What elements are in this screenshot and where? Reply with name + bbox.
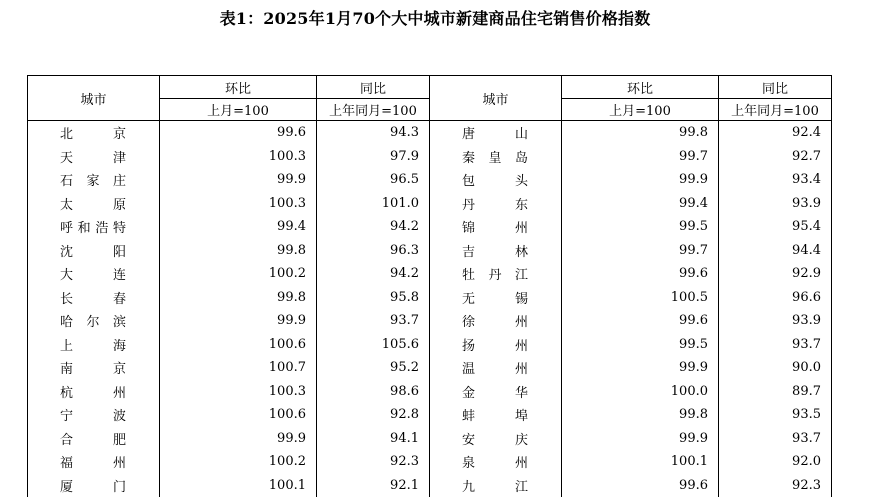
table-row xyxy=(28,286,832,310)
yoy-index-left: 96.5 xyxy=(317,168,430,192)
table-row xyxy=(28,380,832,404)
city-name-left xyxy=(28,474,160,497)
yoy-index-left: 94.2 xyxy=(317,215,430,239)
mom-index-right: 99.5 xyxy=(562,215,719,239)
column-header-city-right: 城市 xyxy=(430,76,562,121)
city-name-text: 安 庆 xyxy=(462,429,528,448)
city-name-text: 牡 丹 江 xyxy=(462,264,528,283)
city-name-right xyxy=(430,192,562,216)
yoy-index-right: 90.0 xyxy=(719,356,832,380)
table-row xyxy=(28,474,832,497)
mom-index-left: 100.1 xyxy=(160,474,317,497)
city-name-text: 石 家 庄 xyxy=(60,170,126,189)
city-name-text: 南 京 xyxy=(60,358,126,377)
mom-index-left: 99.4 xyxy=(160,215,317,239)
city-name-text: 长 春 xyxy=(60,288,126,307)
city-name-right xyxy=(430,474,562,497)
city-name-right xyxy=(430,450,562,474)
table-row xyxy=(28,239,832,263)
mom-index-right: 99.9 xyxy=(562,356,719,380)
price-index-table xyxy=(27,75,832,497)
city-name-right xyxy=(430,262,562,286)
city-name-right xyxy=(430,333,562,357)
mom-index-left: 100.6 xyxy=(160,333,317,357)
mom-index-right: 100.5 xyxy=(562,286,719,310)
table-row xyxy=(28,356,832,380)
yoy-index-right: 93.7 xyxy=(719,333,832,357)
yoy-index-left: 94.1 xyxy=(317,427,430,451)
city-name-right xyxy=(430,145,562,169)
city-name-left xyxy=(28,215,160,239)
yoy-index-left: 92.3 xyxy=(317,450,430,474)
column-subheader-yoy-base-left: 上年同月=100 xyxy=(317,99,430,121)
city-name-text: 无 锡 xyxy=(462,288,528,307)
city-name-left xyxy=(28,262,160,286)
city-name-text: 福 州 xyxy=(60,452,126,471)
city-name-text: 丹 东 xyxy=(462,194,528,213)
column-header-yoy-left: 同比 xyxy=(317,76,430,99)
mom-index-left: 99.9 xyxy=(160,168,317,192)
city-name-right xyxy=(430,403,562,427)
yoy-index-left: 97.9 xyxy=(317,145,430,169)
city-name-text: 大 连 xyxy=(60,264,126,283)
city-name-text: 锦 州 xyxy=(462,217,528,236)
city-name-text: 上 海 xyxy=(60,335,126,354)
yoy-index-left: 92.1 xyxy=(317,474,430,497)
yoy-index-right: 93.4 xyxy=(719,168,832,192)
yoy-index-right: 94.4 xyxy=(719,239,832,263)
city-name-right xyxy=(430,239,562,263)
mom-index-left: 100.3 xyxy=(160,145,317,169)
city-name-text: 金 华 xyxy=(462,382,528,401)
city-name-left xyxy=(28,286,160,310)
city-name-right xyxy=(430,380,562,404)
mom-index-left: 100.2 xyxy=(160,450,317,474)
column-header-yoy-right: 同比 xyxy=(719,76,832,99)
mom-index-left: 100.2 xyxy=(160,262,317,286)
city-name-text: 哈 尔 滨 xyxy=(60,311,126,330)
yoy-index-right: 89.7 xyxy=(719,380,832,404)
city-name-text: 唐 山 xyxy=(462,123,528,142)
city-name-text: 厦 门 xyxy=(60,476,126,495)
table-row xyxy=(28,215,832,239)
mom-index-right: 99.5 xyxy=(562,333,719,357)
table-row xyxy=(28,192,832,216)
yoy-index-left: 93.7 xyxy=(317,309,430,333)
mom-index-left: 99.9 xyxy=(160,309,317,333)
mom-index-right: 99.8 xyxy=(562,121,719,145)
mom-index-right: 99.6 xyxy=(562,309,719,333)
city-name-text: 扬 州 xyxy=(462,335,528,354)
city-name-left xyxy=(28,309,160,333)
city-name-text: 吉 林 xyxy=(462,241,528,260)
city-name-text: 蚌 埠 xyxy=(462,405,528,424)
yoy-index-right: 92.0 xyxy=(719,450,832,474)
table-row xyxy=(28,168,832,192)
mom-index-right: 99.7 xyxy=(562,145,719,169)
yoy-index-left: 96.3 xyxy=(317,239,430,263)
city-name-text: 泉 州 xyxy=(462,452,528,471)
yoy-index-right: 93.7 xyxy=(719,427,832,451)
city-name-right xyxy=(430,356,562,380)
city-name-right xyxy=(430,168,562,192)
yoy-index-right: 96.6 xyxy=(719,286,832,310)
mom-index-right: 99.8 xyxy=(562,403,719,427)
yoy-index-left: 101.0 xyxy=(317,192,430,216)
mom-index-left: 100.3 xyxy=(160,192,317,216)
table-row xyxy=(28,333,832,357)
city-name-text: 包 头 xyxy=(462,170,528,189)
yoy-index-left: 94.2 xyxy=(317,262,430,286)
column-header-mom-right: 环比 xyxy=(562,76,719,99)
yoy-index-right: 92.4 xyxy=(719,121,832,145)
mom-index-left: 99.8 xyxy=(160,239,317,263)
mom-index-right: 99.7 xyxy=(562,239,719,263)
city-name-text: 沈 阳 xyxy=(60,241,126,260)
mom-index-right: 99.6 xyxy=(562,474,719,497)
city-name-text: 温 州 xyxy=(462,358,528,377)
yoy-index-left: 95.8 xyxy=(317,286,430,310)
city-name-left xyxy=(28,192,160,216)
yoy-index-right: 95.4 xyxy=(719,215,832,239)
city-name-text: 徐 州 xyxy=(462,311,528,330)
column-header-mom-left: 环比 xyxy=(160,76,317,99)
yoy-index-right: 93.9 xyxy=(719,192,832,216)
mom-index-left: 99.9 xyxy=(160,427,317,451)
table-row xyxy=(28,145,832,169)
table-row xyxy=(28,309,832,333)
city-name-left xyxy=(28,450,160,474)
mom-index-right: 100.1 xyxy=(562,450,719,474)
city-name-right xyxy=(430,286,562,310)
city-name-left xyxy=(28,403,160,427)
mom-index-right: 99.9 xyxy=(562,168,719,192)
yoy-index-left: 98.6 xyxy=(317,380,430,404)
mom-index-left: 99.6 xyxy=(160,121,317,145)
mom-index-left: 100.7 xyxy=(160,356,317,380)
mom-index-left: 100.3 xyxy=(160,380,317,404)
yoy-index-left: 94.3 xyxy=(317,121,430,145)
column-header-city-left: 城市 xyxy=(28,76,160,121)
city-name-right xyxy=(430,309,562,333)
mom-index-right: 99.6 xyxy=(562,262,719,286)
city-name-left xyxy=(28,333,160,357)
mom-index-right: 99.4 xyxy=(562,192,719,216)
mom-index-right: 100.0 xyxy=(562,380,719,404)
city-name-text: 合 肥 xyxy=(60,429,126,448)
city-name-text: 北 京 xyxy=(60,123,126,142)
table-row xyxy=(28,427,832,451)
table-row xyxy=(28,403,832,427)
city-name-text: 杭 州 xyxy=(60,382,126,401)
yoy-index-right: 93.9 xyxy=(719,309,832,333)
city-name-text: 宁 波 xyxy=(60,405,126,424)
yoy-index-right: 93.5 xyxy=(719,403,832,427)
city-name-left xyxy=(28,356,160,380)
column-subheader-mom-base-right: 上月=100 xyxy=(562,99,719,121)
yoy-index-left: 92.8 xyxy=(317,403,430,427)
mom-index-left: 100.6 xyxy=(160,403,317,427)
table-row xyxy=(28,450,832,474)
page-title: 表1：2025年1月70个大中城市新建商品住宅销售价格指数 xyxy=(0,6,870,29)
table-row xyxy=(28,262,832,286)
yoy-index-right: 92.3 xyxy=(719,474,832,497)
city-name-left xyxy=(28,121,160,145)
city-name-left xyxy=(28,239,160,263)
city-name-text: 秦 皇 岛 xyxy=(462,147,528,166)
city-name-right xyxy=(430,121,562,145)
city-name-left xyxy=(28,380,160,404)
yoy-index-right: 92.9 xyxy=(719,262,832,286)
city-name-text: 天 津 xyxy=(60,147,126,166)
city-name-left xyxy=(28,427,160,451)
column-subheader-mom-base-left: 上月=100 xyxy=(160,99,317,121)
city-name-left xyxy=(28,168,160,192)
yoy-index-left: 95.2 xyxy=(317,356,430,380)
city-name-right xyxy=(430,215,562,239)
mom-index-right: 99.9 xyxy=(562,427,719,451)
city-name-text: 太 原 xyxy=(60,194,126,213)
yoy-index-left: 105.6 xyxy=(317,333,430,357)
table-body xyxy=(28,121,832,497)
mom-index-left: 99.8 xyxy=(160,286,317,310)
table-row xyxy=(28,121,832,145)
yoy-index-right: 92.7 xyxy=(719,145,832,169)
city-name-right xyxy=(430,427,562,451)
city-name-text: 九 江 xyxy=(462,476,528,495)
city-name-left xyxy=(28,145,160,169)
city-name-text: 呼和浩特 xyxy=(60,217,126,236)
column-subheader-yoy-base-right: 上年同月=100 xyxy=(719,99,832,121)
